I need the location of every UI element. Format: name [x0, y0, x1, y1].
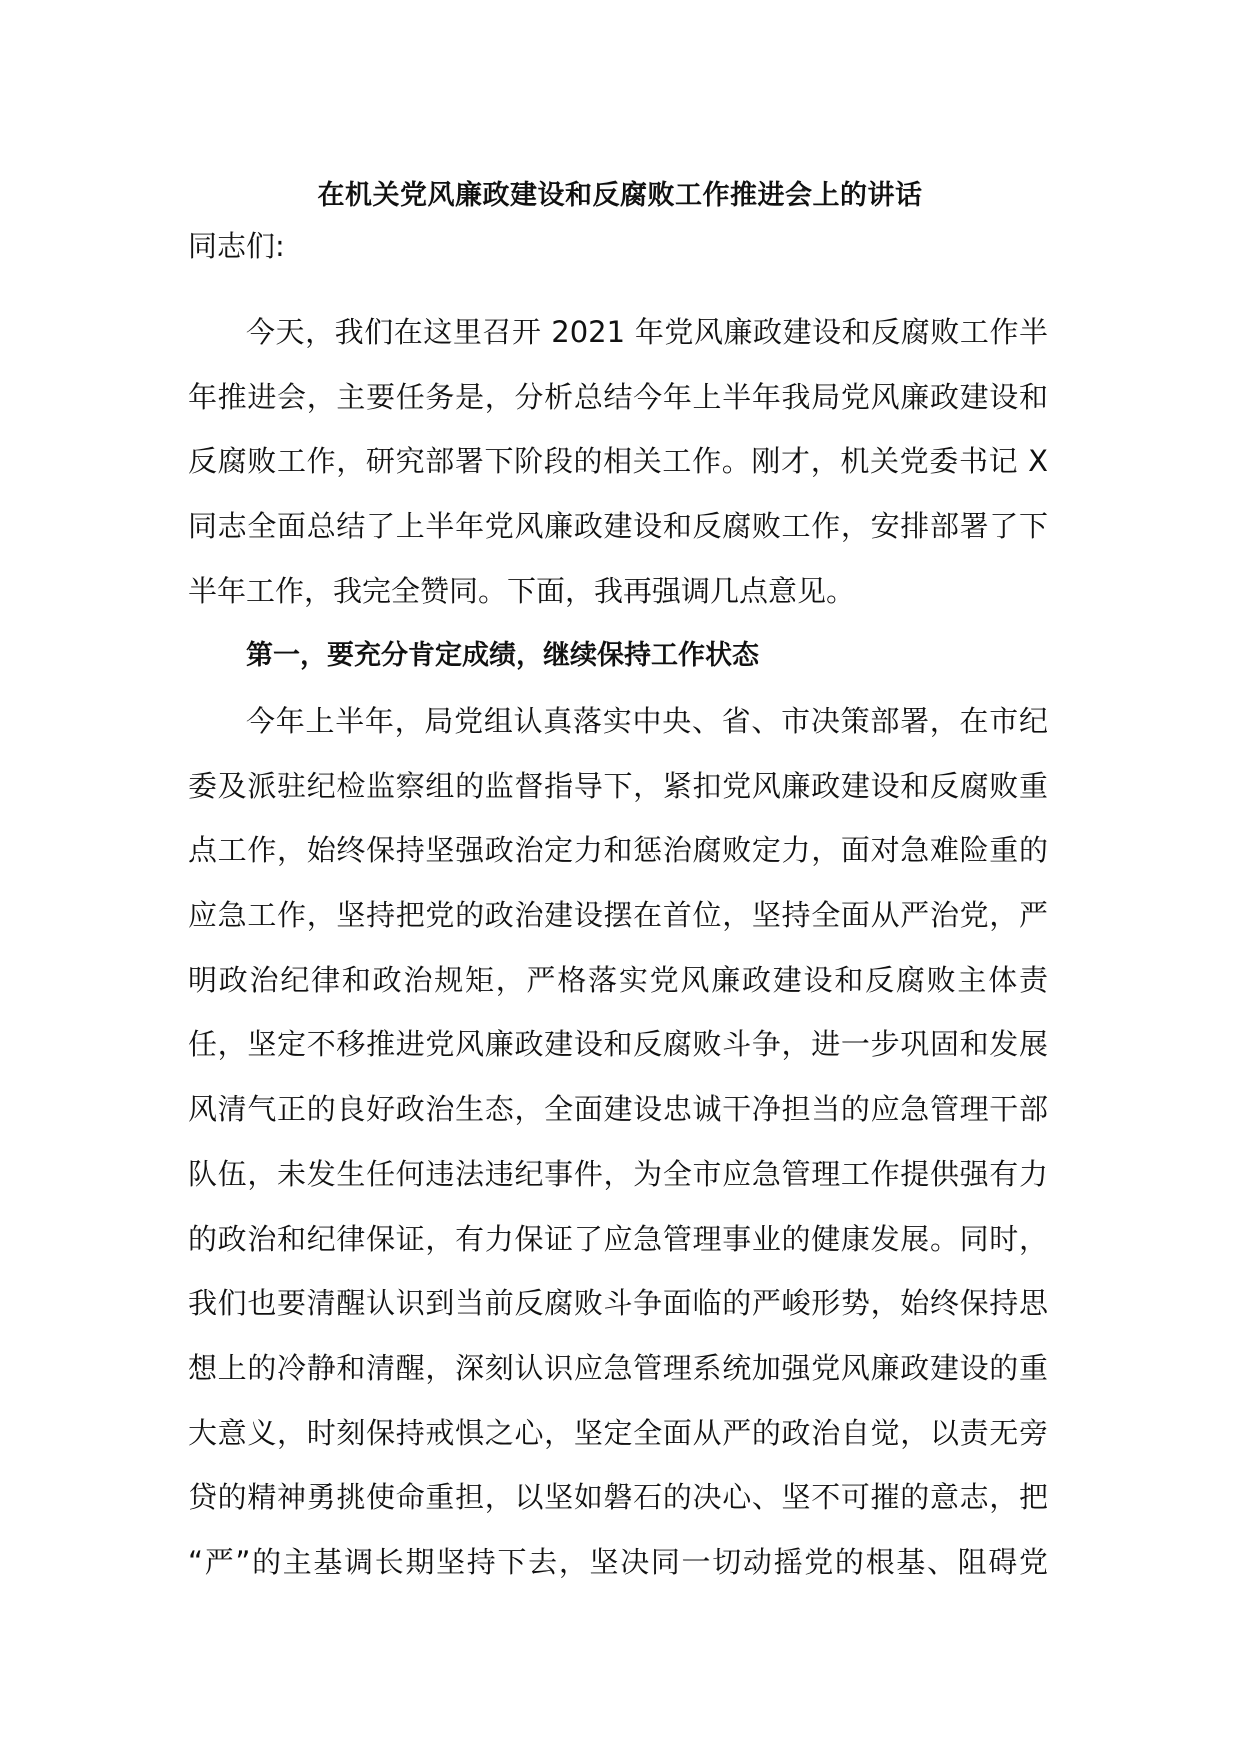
paragraph-line: 应急工作，坚持把党的政治建设摆在首位，坚持全面从严治党，严 [188, 898, 1048, 933]
paragraph-intro [188, 300, 1048, 623]
paragraph-line: 半年工作，我完全赞同。下面，我再强调几点意见。 [188, 573, 856, 608]
paragraph-line: 同志全面总结了上半年党风廉政建设和反腐败工作，安排部署了下 [188, 509, 1048, 544]
paragraph-line: 反腐败工作，研究部署下阶段的相关工作。刚才，机关党委书记 X [188, 444, 1048, 479]
paragraph-line: 队伍，未发生任何违法违纪事件，为全市应急管理工作提供强有力 [188, 1156, 1048, 1191]
paragraph-line: 风清气正的良好政治生态，全面建设忠诚干净担当的应急管理干部 [188, 1092, 1048, 1127]
paragraph-line: 今天，我们在这里召开 2021 年党风廉政建设和反腐败工作半 [246, 315, 1048, 349]
paragraph-line: 点工作，始终保持坚强政治定力和惩治腐败定力，面对急难险重的 [188, 833, 1048, 868]
salutation-line: 同志们: [188, 229, 285, 263]
paragraph-achievements [188, 689, 1048, 1595]
paragraph-line: 年推进会，主要任务是，分析总结今年上半年我局党风廉政建设和 [188, 379, 1048, 414]
document-title: 在机关党风廉政建设和反腐败工作推进会上的讲话 [317, 180, 923, 211]
section-heading-text: 第一，要充分肯定成绩，继续保持工作状态 [246, 640, 759, 671]
paragraph-line: 我们也要清醒认识到当前反腐败斗争面临的严峻形势，始终保持思 [188, 1286, 1048, 1321]
salutation [188, 214, 1048, 279]
paragraph-line: 任，坚定不移推进党风廉政建设和反腐败斗争，进一步巩固和发展 [188, 1027, 1048, 1062]
paragraph-line: 明政治纪律和政治规矩，严格落实党风廉政建设和反腐败主体责 [188, 962, 1048, 997]
paragraph-line: 今年上半年，局党组认真落实中央、省、市决策部署，在市纪 [246, 704, 1048, 738]
paragraph-line: 贷的精神勇挑使命重担，以坚如磐石的决心、坚不可摧的意志，把 [188, 1480, 1048, 1515]
paragraph-line: 想上的冷静和清醒，深刻认识应急管理系统加强党风廉政建设的重 [188, 1350, 1048, 1385]
paragraph-line: 大意义，时刻保持戒惧之心，坚定全面从严的政治自觉，以责无旁 [188, 1415, 1048, 1450]
paragraph-line: 委及派驻纪检监察组的监督指导下，紧扣党风廉政建设和反腐败重 [188, 768, 1048, 803]
paragraph-line: 的政治和纪律保证，有力保证了应急管理事业的健康发展。同时， [188, 1221, 1048, 1256]
paragraph-line: “严”的主基调长期坚持下去，坚决同一切动摇党的根基、阻碍党 [188, 1544, 1048, 1579]
section-heading [188, 624, 1048, 689]
